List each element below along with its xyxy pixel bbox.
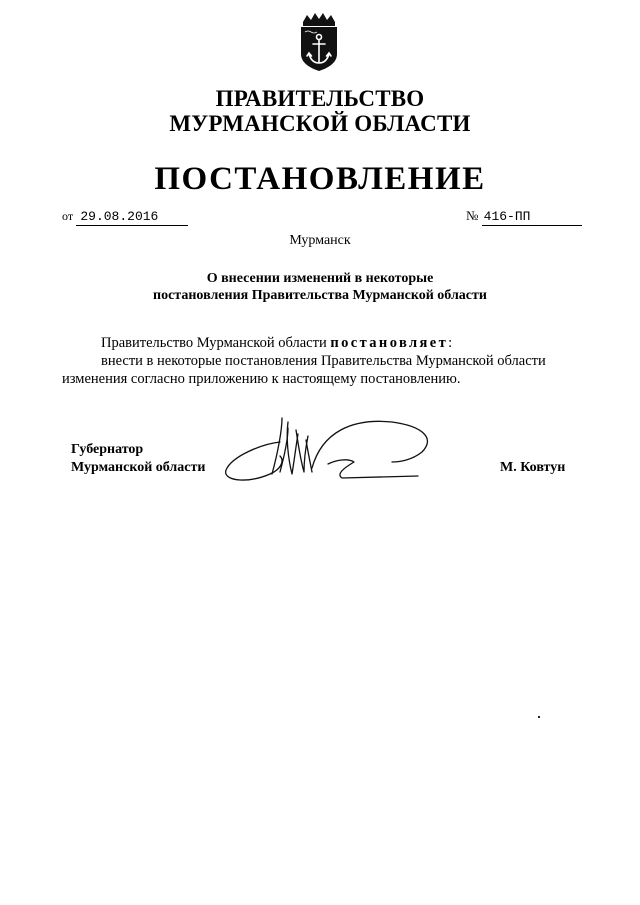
document-date <box>62 208 188 226</box>
signatory-title-line2: Мурманской области <box>71 460 206 475</box>
body-paragraph-1 <box>101 334 452 352</box>
body-paragraph-2: внести в некоторые постановления Правительства Мурманской области <box>101 353 546 369</box>
body-colon: : <box>448 335 453 351</box>
body-lead: Правительство Мурманской области <box>101 335 331 351</box>
body-paragraph-3: изменения согласно приложению к настоящему постановлению. <box>62 371 461 387</box>
body-decree-word: постановляет <box>330 335 449 351</box>
signatory-name: М. Ковтун <box>500 460 566 475</box>
date-prefix: от <box>62 209 74 223</box>
city-name: Мурманск <box>289 233 351 248</box>
number-sign: № <box>466 208 479 223</box>
subject-line2: постановления Правительства Мурманской области <box>153 288 487 303</box>
scan-speck <box>538 716 540 718</box>
number-value: 416-ПП <box>482 209 582 226</box>
government-name-line1: ПРАВИТЕЛЬСТВО <box>215 86 425 111</box>
date-value: 29.08.2016 <box>76 209 188 226</box>
coat-of-arms-icon <box>291 12 347 72</box>
document-type-title: ПОСТАНОВЛЕНИЕ <box>154 161 486 197</box>
government-name-line2: МУРМАНСКОЙ ОБЛАСТИ <box>169 111 471 136</box>
document-number <box>466 208 582 226</box>
subject-line1: О внесении изменений в некоторые <box>206 271 434 286</box>
signatory-title-line1: Губернатор <box>71 442 144 457</box>
handwritten-signature <box>222 412 437 490</box>
